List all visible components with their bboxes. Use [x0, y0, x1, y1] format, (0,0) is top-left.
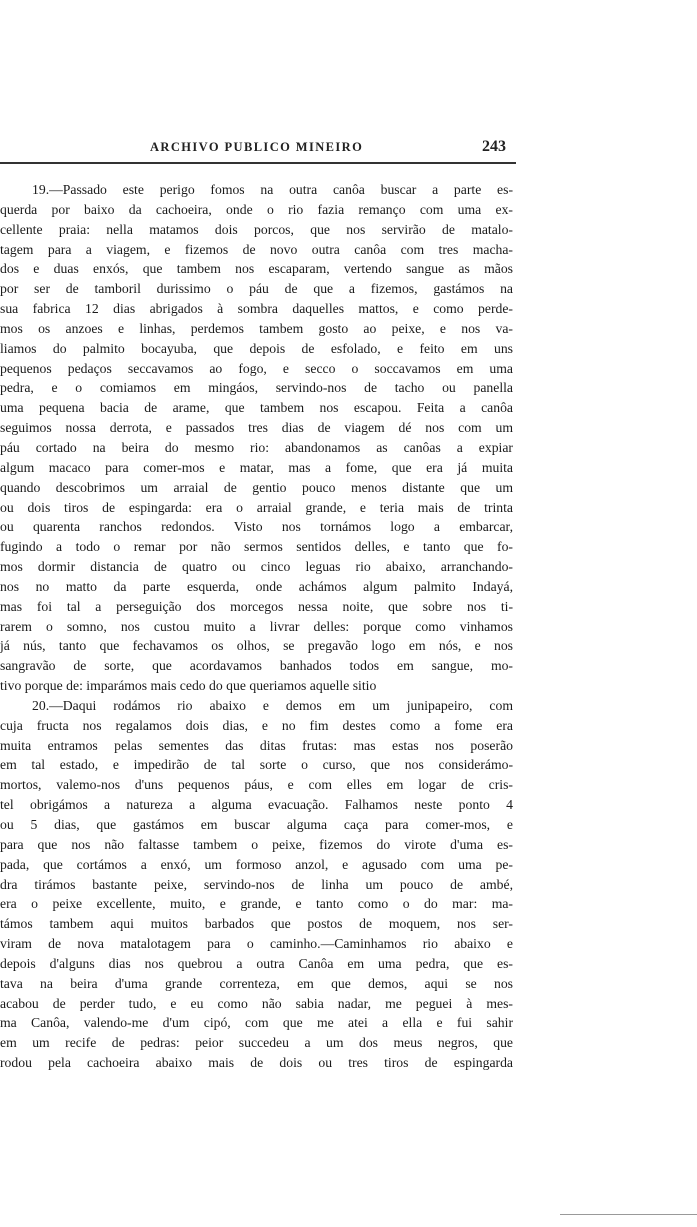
text-line: rarem o somno, nos custou muito a livrar delles: porque como vinhamos — [0, 618, 513, 634]
text-line: tel obrigámos a natureza a alguma evacuação. Falhamos neste ponto 4 — [0, 797, 513, 813]
text-line: rodou pela cachoeira abaixo mais de dois ou tres tiros de espingarda — [0, 1055, 513, 1071]
text-line: mos dormir distancia de quatro ou cinco leguas rio abaixo, arranchando- — [0, 559, 513, 575]
text-line: pequenos pedaços seccavamos ao fogo, e secco o soccavamos em uma — [0, 360, 513, 376]
text-line: 20.—Daqui rodámos rio abaixo e demos em um junipapeiro, com — [32, 697, 513, 713]
page-number: 243 — [482, 138, 506, 155]
text-line: cellente praia: nella matamos dois porcos, que nos servirão de matalo- — [0, 221, 513, 237]
text-line: viram de nova matalotagem para o caminho.—Caminhamos rio abaixo e — [0, 936, 513, 952]
text-line: quando descobrimos um arraial de gentio pouco menos distante que um — [0, 479, 513, 495]
text-line: liamos do palmito bocayuba, que depois de esfolado, e feito em uns — [0, 340, 513, 356]
scan-edge-rule — [560, 1214, 697, 1215]
text-line: tava na beira d'uma grande correnteza, em que demos, aqui se nos — [0, 975, 513, 991]
text-line: muita entramos pelas sementes das ditas frutas: mas estas nos poserão — [0, 737, 513, 753]
text-line: mos os anzoes e linhas, perdemos tambem gosto ao peixe, e nos va- — [0, 320, 513, 336]
text-line: pedra, e o comiamos em mingáos, servindo-nos de tacho ou panella — [0, 380, 513, 396]
text-line: tivo porque de: imparámos mais cedo do que queriamos aquelle sitio — [0, 678, 377, 694]
text-line: tagem para a viagem, e fizemos de novo outra canôa com tres macha- — [0, 241, 513, 257]
text-line: em um recife de pedras: peior succedeu a um dos meus negros, que — [0, 1035, 513, 1051]
text-line: já nús, tanto que fechavamos os olhos, se pregavão logo em nós, e nos — [0, 638, 513, 654]
header-rule — [0, 162, 516, 164]
text-line: depois d'alguns dias nos quebrou a outra Canôa em uma pedra, que es- — [0, 955, 513, 971]
text-line: ou dois tiros de espingarda: era o arraial grande, e teria mais de trinta — [0, 499, 513, 515]
text-line: ou 5 dias, que gastámos em buscar alguma caça para comer-mos, e — [0, 817, 513, 832]
text-line: seguimos nossa derrota, e passados tres dias de viagem dé nos com um — [0, 420, 513, 436]
body-text — [0, 180, 513, 1073]
text-line: mortos, valemo-nos d'uns pequenos páus, e com elles em logar de cris- — [0, 777, 513, 793]
text-line: pada, que cortámos a enxó, um formoso anzol, e agusado com uma pe- — [0, 856, 513, 872]
text-line: ma Canôa, valendo-me d'um cipó, com que me atei a ella e fui sahir — [0, 1015, 513, 1031]
text-line: uma pequena bacia de arame, que tambem nos escapou. Feita a canôa — [0, 400, 513, 416]
text-line: nos no matto da parte esquerda, onde achámos algum palmito Indayá, — [0, 578, 513, 594]
text-line: era o peixe excellente, muito, e grande, e tanto como o do mar: ma- — [0, 896, 513, 912]
text-line: támos tambem aqui muitos barbados que postos de moquem, nos ser- — [0, 916, 513, 932]
text-line: 19.—Passado este perigo fomos na outra canôa buscar a parte es- — [32, 182, 513, 197]
text-line: dra tirámos bastante peixe, servindo-nos de linha um pouco de ambé, — [0, 876, 513, 892]
text-line: sangravão de sorte, que acordavamos banhados todos em sangue, mo- — [0, 658, 513, 674]
text-line: para que nos não faltasse tambem o peixe, fizemos do virote d'uma es- — [0, 836, 513, 852]
text-line: cuja fructa nos regalamos dois dias, e no fim destes como a fome era — [0, 717, 513, 733]
text-line: sua fabrica 12 dias abrigados à sombra daquelles mattos, e como perde- — [0, 301, 513, 317]
running-title: ARCHIVO PUBLICO MINEIRO — [150, 140, 364, 154]
page-header — [0, 140, 520, 162]
text-line: em tal estado, e impedirão de tal sorte o curso, que nos considerámo- — [0, 757, 513, 773]
text-line: por ser de tamboril durissimo o páu de que a fizemos, gastámos na — [0, 281, 513, 297]
text-line: mas foi tal a perseguição dos morcegos nessa noite, que sobre nos ti- — [0, 598, 513, 614]
text-line: querda por baixo da cachoeira, onde o rio fazia remanço com uma ex- — [0, 201, 513, 217]
text-line: algum macaco para comer-mos e matar, mas a fome, que era já muita — [0, 459, 513, 475]
text-line: fugindo a todo o remar por não sermos sentidos delles, e tanto que fo- — [0, 539, 513, 555]
text-line: páu cortado na beira do mesmo rio: abandonamos as canôas a expiar — [0, 439, 513, 455]
text-line: acabou de perder tudo, e eu como não sabia nadar, me peguei à mes- — [0, 995, 513, 1011]
text-line: ou quarenta ranchos redondos. Visto nos tornámos logo a embarcar, — [0, 519, 513, 535]
text-line: dos e duas enxós, que tambem nos escaparam, vertendo sangue as mãos — [0, 261, 513, 277]
